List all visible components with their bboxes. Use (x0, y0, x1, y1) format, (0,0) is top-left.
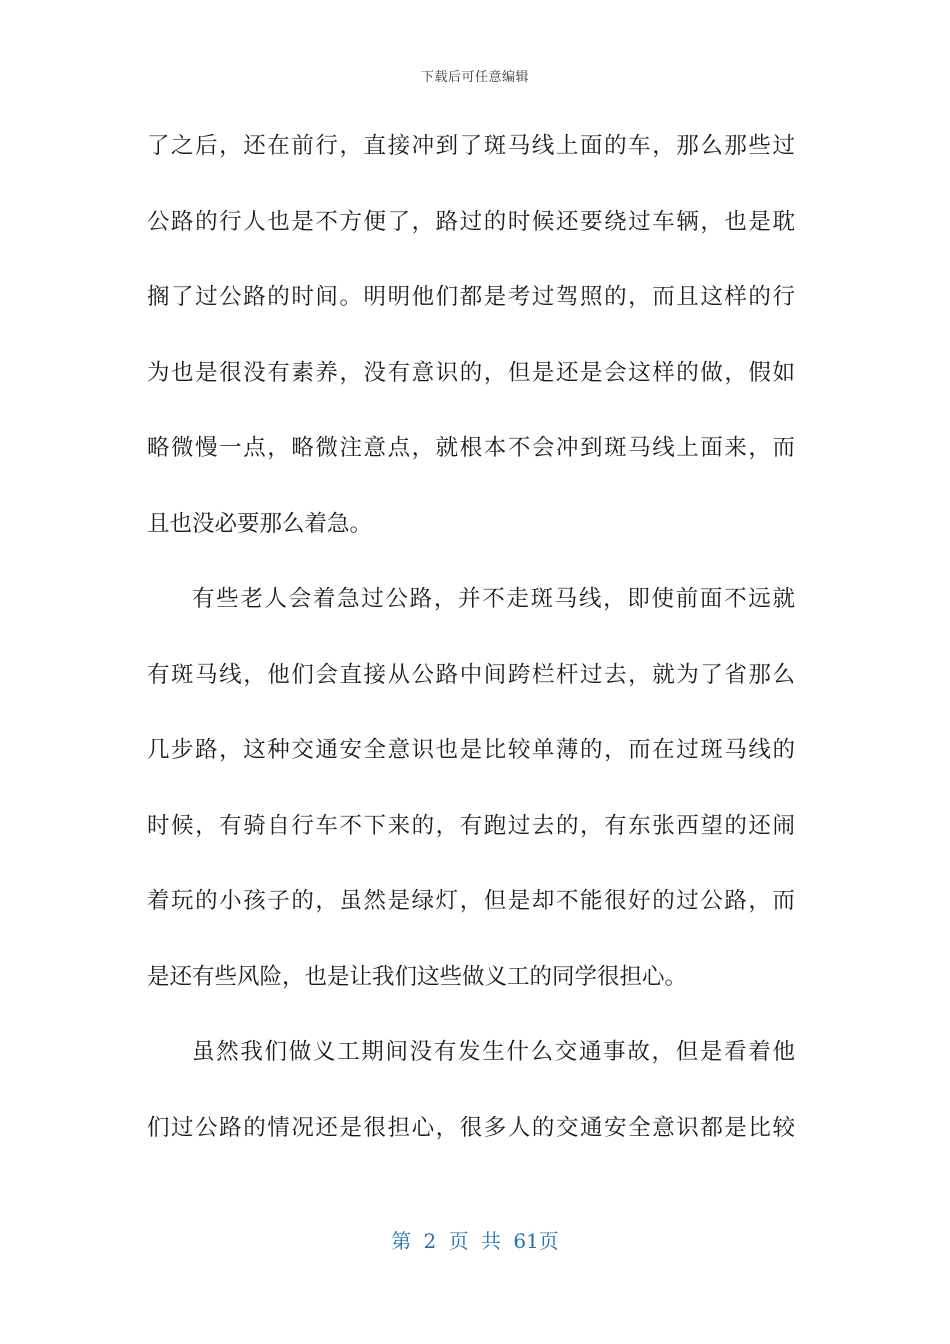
text-line: 了之后，还在前行，直接冲到了斑马线上面的车，那么那些过 (147, 133, 795, 159)
document-body (147, 127, 795, 1184)
text-line: 搁了过公路的时间。明明他们都是考过驾照的，而且这样的行 (147, 284, 795, 310)
text-line: 有斑马线，他们会直接从公路中间跨栏杆过去，就为了省那么 (147, 661, 795, 688)
text-line: 时候，有骑自行车不下来的，有跑过去的，有东张西望的还闹 (147, 812, 795, 839)
text-line: 虽然我们做义工期间没有发生什么交通事故，但是看着他 (192, 1039, 795, 1065)
page-number-footer: 第 2 页 共 61页 (391, 1229, 559, 1253)
text-line: 公路的行人也是不方便了，路过的时候还要绕过车辆，也是耽 (147, 208, 795, 235)
text-line: 为也是很没有素养，没有意识的，但是还是会这样的做，假如 (147, 359, 795, 386)
text-line: 是还有些风险，也是让我们这些做义工的同学很担心。 (147, 963, 688, 990)
text-line: 几步路，这种交通安全意识也是比较单薄的，而在过斑马线的 (147, 737, 795, 763)
page-header: 下载后可任意编辑 (420, 70, 529, 85)
text-line: 着玩的小孩子的，虽然是绿灯，但是却不能很好的过公路，而 (147, 888, 795, 914)
text-line: 有些老人会着急过公路，并不走斑马线，即使前面不远就 (192, 586, 795, 612)
text-line: 略微慢一点，略微注意点，就根本不会冲到斑马线上面来，而 (147, 435, 795, 461)
text-line: 们过公路的情况还是很担心，很多人的交通安全意识都是比较 (147, 1114, 795, 1141)
text-line: 且也没必要那么着急。 (147, 510, 373, 537)
